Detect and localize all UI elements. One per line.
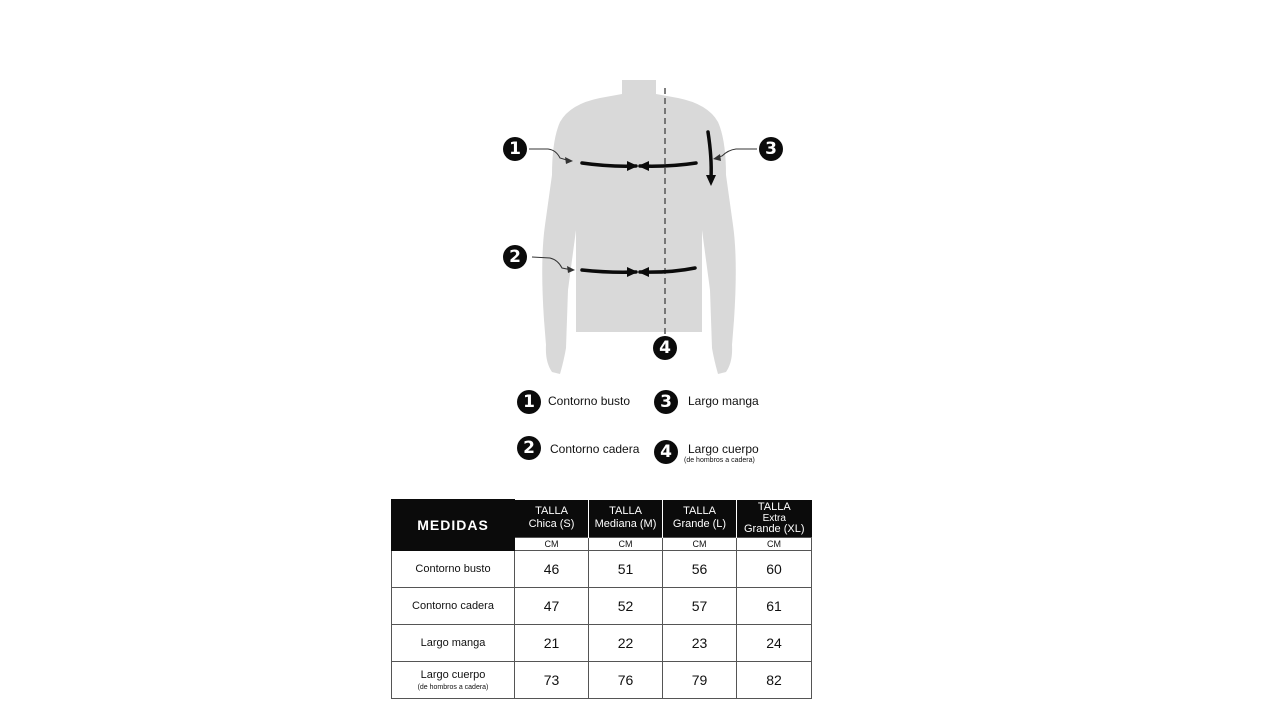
table-header-row [392,500,812,538]
table-cell: 46 [515,551,589,588]
size-header-line1: TALLA [683,505,716,518]
unit-label: CM [515,537,589,550]
legend-label-1: Contorno busto [548,394,631,408]
table-cell: 52 [589,588,663,625]
legend-marker-4-icon: 4 [654,440,678,464]
table-row [392,625,812,662]
table-cell: 23 [663,625,737,662]
row-sublabel-text: (de hombros a cadera) [417,684,489,691]
legend-sublabel-4: (de hombros a cadera) [684,457,755,464]
legend-marker-1-icon: 1 [517,390,541,414]
table-cell: 51 [589,551,663,588]
torso-silhouette [542,80,736,374]
table-cell: 56 [663,551,737,588]
table-row [392,588,812,625]
legend-marker-2-icon: 2 [517,436,541,460]
table-cell: 22 [589,625,663,662]
table-cell: 73 [515,662,589,699]
table-cell: 60 [737,551,812,588]
size-header-line2: Grande (L) [672,518,727,531]
size-header-line1: TALLA [609,505,642,518]
table-cell: 76 [589,662,663,699]
unit-label: CM [663,537,737,550]
row-label-text: Largo manga [420,637,486,649]
row-label [392,588,515,625]
table-cell: 79 [663,662,737,699]
marker-2-icon: 2 [503,245,527,269]
table-cell: 21 [515,625,589,662]
legend-label-2: Contorno cadera [550,442,640,456]
marker-3-icon: 3 [759,137,783,161]
table-corner-header: MEDIDAS [392,500,515,551]
table-row [392,551,812,588]
unit-label: CM [737,537,812,550]
legend-marker-3-icon: 3 [654,390,678,414]
row-label-text: Largo cuerpo [420,669,486,681]
marker-1-icon: 1 [503,137,527,161]
table-cell: 24 [737,625,812,662]
table-cell: 47 [515,588,589,625]
legend-label-3: Largo manga [688,394,759,408]
row-label [392,625,515,662]
size-header-line1: TALLA [757,500,791,513]
size-header-line3: Grande (XL) [743,522,805,535]
row-label-text: Contorno busto [415,563,491,575]
size-header-line1: TALLA [535,505,568,518]
table-row [392,662,812,699]
table-cell: 82 [737,662,812,699]
size-header-m [589,500,663,538]
size-chart-table [391,499,812,699]
size-header-line2: Extra [762,512,786,524]
table-cell: 57 [663,588,737,625]
row-label [392,551,515,588]
legend-label-4: Largo cuerpo [688,442,759,456]
size-header-s [515,500,589,538]
size-header-l [663,500,737,538]
table-cell: 61 [737,588,812,625]
size-header-xl [737,500,812,538]
size-header-line2: Chica (S) [528,518,575,531]
row-label [392,662,515,699]
marker-4-icon: 4 [653,336,677,360]
row-label-text: Contorno cadera [412,600,494,612]
unit-label: CM [589,537,663,550]
size-header-line2: Mediana (M) [594,518,657,531]
